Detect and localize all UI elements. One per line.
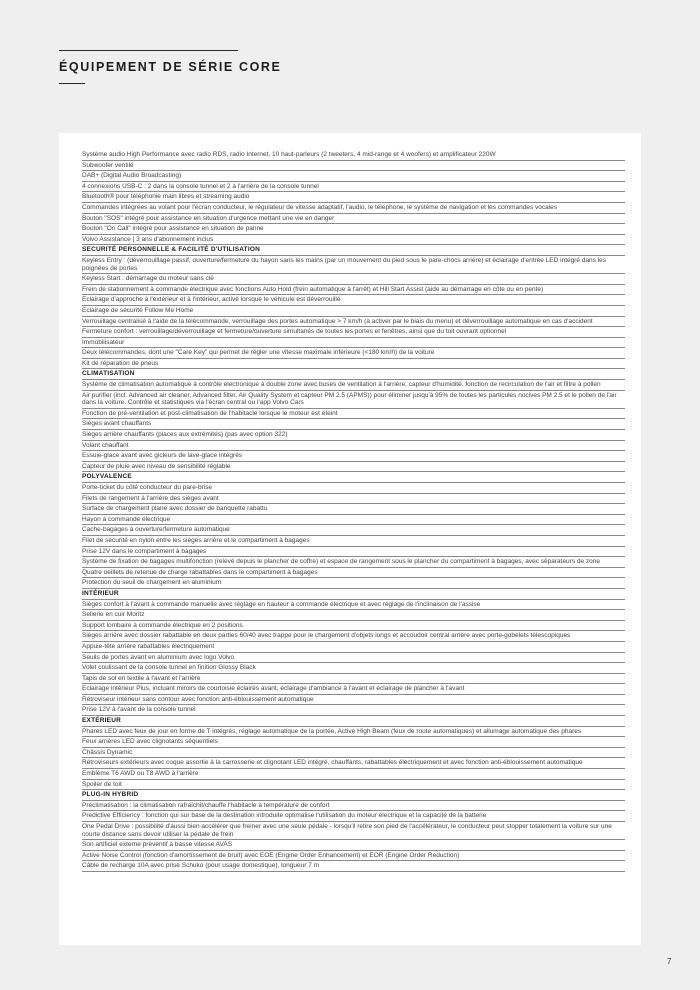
table-row: Bluetooth® pour téléphonie main libres et streaming audio (82, 192, 625, 203)
table-row: Keyless Entry : (déverrouillage passif, ouverture/fermeture du hayon sans les mains (par un mouvement du pied sous le pare-chocs arrière) et éclairage d'entrée LED intégré dans les poignées de portes (82, 256, 625, 274)
table-row: Phares LED avec feux de jour en forme de T intégrés, réglage automatique de la portée, Active High Beam (feux de route automatiques) et allumage automatique des phares (82, 727, 625, 738)
table-row: Sièges confort à l'avant à commande manuelle avec réglage en hauteur à commande électrique et avec réglage de l'inclinaison de l'assise (82, 600, 625, 611)
section-header: INTÉRIEUR (82, 589, 625, 600)
equipment-table (82, 150, 625, 872)
title-underline (59, 83, 85, 84)
table-row: Support lombaire à commande électrique en 2 positions (82, 621, 625, 632)
table-row: Surface de chargement plane avec dossier de banquette rabattu (82, 504, 625, 515)
table-row: Sièges arrière avec dossier rabattable en deux parties 60/40 avec trappe pour le chargement d'objets longs et accoudoir central arrière avec porte-gobelets télescopiques (82, 631, 625, 642)
table-row: Système audio High Performance avec radio RDS, radio Internet, 10 haut-parleurs (2 tweeters, 4 mid-range et 4 woofers) et amplificateur 220W (82, 150, 625, 161)
table-row: Prise 12V dans le compartiment à bagages (82, 547, 625, 558)
table-row: Bouton "SOS" intégré pour assistance en situation d'urgence mettant une vie en danger (82, 214, 625, 225)
table-row: Rétroviseur intérieur sans contour avec fonction anti-éblouissement automatique (82, 695, 625, 706)
table-row: Eclairage de sécurité Follow Me Home (82, 306, 625, 317)
table-row: Cache-bagages à ouverture/fermeture automatique (82, 525, 625, 536)
table-row: Volant chauffant (82, 441, 625, 452)
table-row: One Pedal Drive : possibilité d'aussi bien accélérer que freiner avec une seule pédale - lorsqu'il retire son pied de l'accélérateur, le conducteur peut stopper totalement la voiture sur une courte distance sans devoir utiliser la pédale de frein (82, 822, 625, 840)
table-row: Prise 12V à l'avant de la console tunnel (82, 705, 625, 716)
section-header: SECURITÉ PERSONNELLE & FACILITÉ D'UTILISATION (82, 245, 625, 256)
table-row: Essuie-glace avant avec gicleurs de lave-glace intégrés (82, 451, 625, 462)
table-row: Câble de recharge 10A avec prise Schuko (pour usage domestique), longueur 7 m (82, 861, 625, 872)
table-row: Verrouillage centralisé à l'aide de la télécommande, verrouillage des portes automatique > 7 km/h (à activer par le biais du menu) et déverrouillage automatique en cas d'accident (82, 317, 625, 328)
table-row: Porte-ticket du côté conducteur du pare-brise (82, 483, 625, 494)
table-row: Seuils de portes avant en aluminium avec logo Volvo (82, 653, 625, 664)
table-row: Subwoofer ventilé (82, 161, 625, 172)
table-row: Tapis de sol en textile à l'avant et l'arrière (82, 674, 625, 685)
table-row: Spoiler de toit (82, 780, 625, 791)
section-header: POLYVALENCE (82, 472, 625, 483)
table-row: Préclimatisation : la climatisation rafraîchit/chauffe l'habitacle à température de confort (82, 801, 625, 812)
page-title: ÉQUIPEMENT DE SÉRIE CORE (59, 60, 282, 74)
table-row: 4 connexions USB-C : 2 dans la console tunnel et 2 à l'arrière de la console tunnel (82, 182, 625, 193)
table-row: Fonction de pré-ventilation et post-climatisation de l'habitacle lorsque le moteur est éteint (82, 409, 625, 420)
table-row: Rétroviseurs extérieurs avec coque assortie à la carrosserie et clignotant LED intégré, chauffants, rabattables électriquement et avec fonction anti-éblouissement automatique (82, 758, 625, 769)
top-rule (59, 50, 238, 51)
table-row: Immobilisateur (82, 338, 625, 349)
table-row: DAB+ (Digital Audio Broadcasting) (82, 171, 625, 182)
table-row: Eclairage intérieur Plus, incluant miroirs de courtoisie éclairés avant, éclairage d'ambiance à l'avant et éclairage de plancher à l'avant (82, 684, 625, 695)
table-row: Frein de stationnement à commande électrique avec fonctions Auto Hold (frein automatique à l'arrêt) et Hill Start Assist (aide au démarrage en côte ou en pente) (82, 285, 625, 296)
table-row: Bouton "On Call" intégré pour assistance en situation de panne (82, 224, 625, 235)
equipment-card (59, 133, 641, 945)
table-row: Son artificiel externe préventif à basse vitesse AVAS (82, 840, 625, 851)
table-row: Filet de sécurité en nylon entre les sièges arrière et le compartiment à bagages (82, 536, 625, 547)
table-row: Predictive Efficiency : fonction qui sur base de la destination introduite optimalise l'utilisation du moteur électrique et la capacité de la batterie (82, 811, 625, 822)
table-row: Sièges avant chauffants (82, 419, 625, 430)
table-row: Volvo Assistance | 3 ans d'abonnement inclus (82, 235, 625, 246)
table-row: Châssis Dynamic (82, 748, 625, 759)
table-row: Capteur de pluie avec niveau de sensibilité réglable (82, 462, 625, 473)
table-row: Deux télécommandes, dont une "Care Key" qui permet de régler une vitesse maximale inférieure (<180 km/h) de la voiture (82, 348, 625, 359)
table-row: Kit de réparation de pneus (82, 359, 625, 370)
table-row: Emblème T6 AWD ou T8 AWD à l'arrière (82, 769, 625, 780)
section-header: CLIMATISATION (82, 369, 625, 380)
table-row: Quatre oeillets de retenue de charge rabattables dans le compartiment à bagages (82, 568, 625, 579)
table-row: Fermeture confort : verrouillage/déverrouillage et fermeture/ouverture simultanés de toutes les portes et fenêtres, ainsi que du toit ouvrant optionnel (82, 327, 625, 338)
table-row: Protection du seuil de chargement en aluminium (82, 578, 625, 589)
table-row: Keyless Start : démarrage du moteur sans clé (82, 274, 625, 285)
table-row: Système de climatisation automatique à contrôle électronique à double zone avec buses de ventilation à l'arrière, capteur d'humidité, fonction de recirculation de l'air et filtre à pollen (82, 380, 625, 391)
table-row: Commandes intégrées au volant pour l'écran conducteur, le régulateur de vitesse adaptatif, l'audio, le téléphone, le système de navigation et les commandes vocales (82, 203, 625, 214)
section-header: EXTÉRIEUR (82, 716, 625, 727)
table-row: Filets de rangement à l'arrière des sièges avant (82, 494, 625, 505)
table-row: Feux arrières LED avec clignotants séquentiels (82, 737, 625, 748)
table-row: Appuie-tête arrière rabattables électriquement (82, 642, 625, 653)
table-row: Sellerie en cuir Moritz (82, 610, 625, 621)
table-row: Sièges arrière chauffants (places aux extrémités) (pas avec option 322) (82, 430, 625, 441)
table-row: Hayon à commande électrique (82, 515, 625, 526)
section-header: PLUG-IN HYBRID (82, 790, 625, 801)
table-row: Eclairage d'approche à l'extérieur et à l'intérieur, activé lorsque le véhicule est déverrouillé (82, 295, 625, 306)
page-number: 7 (667, 957, 672, 966)
table-row: Active Noise Control (fonction d'amortissement de bruit) avec EOE (Engine Order Enhancement) et EOR (Engine Order Reduction) (82, 851, 625, 862)
table-row: Système de fixation de bagages multifonction (relevé depuis le plancher de coffre) et espace de rangement sous le plancher du compartiment à bagages, avec séparateurs de zone (82, 557, 625, 568)
table-row: Air purifier (incl. Advanced air cleaner, Advanced filter, Air Quality System et capteur PM 2.5 (APMS)) pour éliminer jusqu'à 95% de toutes les particules nocives PM 2.5 et le pollen de l'air dans la voiture. Contrôle et statistiques via l'écran central ou l'app Volvo Cars (82, 391, 625, 409)
table-row: Volet coulissant de la console tunnel en finition Glossy Black (82, 663, 625, 674)
